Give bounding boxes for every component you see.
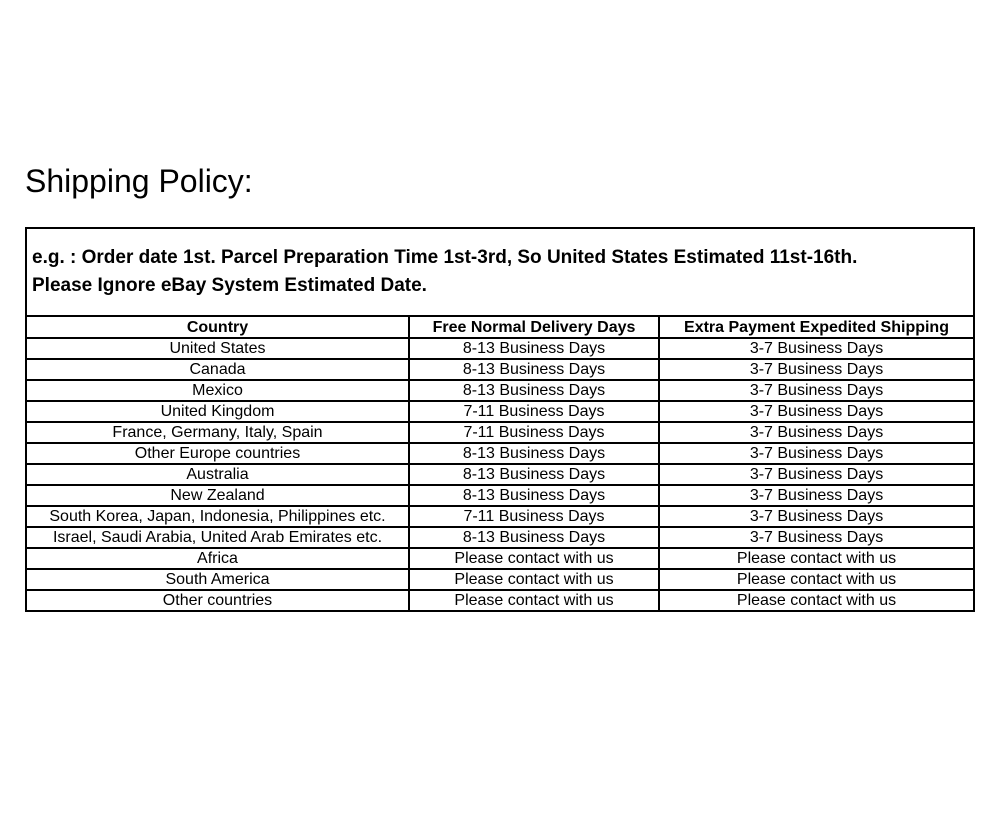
expedited-shipping-cell: 3-7 Business Days (659, 380, 974, 401)
expedited-shipping-cell: 3-7 Business Days (659, 422, 974, 443)
normal-delivery-cell: 8-13 Business Days (409, 359, 659, 380)
expedited-shipping-cell: Please contact with us (659, 548, 974, 569)
expedited-shipping-cell: 3-7 Business Days (659, 359, 974, 380)
normal-delivery-cell: 7-11 Business Days (409, 422, 659, 443)
note-row (26, 228, 974, 316)
expedited-shipping-cell: 3-7 Business Days (659, 485, 974, 506)
note-cell (26, 228, 974, 316)
normal-delivery-cell: 7-11 Business Days (409, 401, 659, 422)
page-title: Shipping Policy: (25, 163, 253, 199)
table-row (26, 527, 974, 548)
country-cell: South Korea, Japan, Indonesia, Philippines etc. (26, 506, 409, 527)
expedited-shipping-cell: Please contact with us (659, 569, 974, 590)
country-cell: Africa (26, 548, 409, 569)
header-row (26, 316, 974, 338)
column-header-normal-delivery: Free Normal Delivery Days (409, 316, 659, 338)
normal-delivery-cell: 8-13 Business Days (409, 443, 659, 464)
table-row (26, 401, 974, 422)
normal-delivery-cell: Please contact with us (409, 569, 659, 590)
table-row (26, 506, 974, 527)
expedited-shipping-cell: 3-7 Business Days (659, 401, 974, 422)
normal-delivery-cell: 8-13 Business Days (409, 527, 659, 548)
normal-delivery-cell: 8-13 Business Days (409, 485, 659, 506)
table-row (26, 485, 974, 506)
normal-delivery-cell: 8-13 Business Days (409, 338, 659, 359)
table-row (26, 359, 974, 380)
country-cell: New Zealand (26, 485, 409, 506)
country-cell: United Kingdom (26, 401, 409, 422)
table-body (26, 338, 974, 611)
shipping-table-container (25, 227, 973, 612)
normal-delivery-cell: 8-13 Business Days (409, 380, 659, 401)
normal-delivery-cell: Please contact with us (409, 548, 659, 569)
country-cell: Canada (26, 359, 409, 380)
country-cell: Other Europe countries (26, 443, 409, 464)
table-row (26, 569, 974, 590)
table-row (26, 443, 974, 464)
country-cell: Australia (26, 464, 409, 485)
expedited-shipping-cell: 3-7 Business Days (659, 338, 974, 359)
country-cell: Israel, Saudi Arabia, United Arab Emirates etc. (26, 527, 409, 548)
country-cell: South America (26, 569, 409, 590)
table-row (26, 338, 974, 359)
column-header-expedited-shipping: Extra Payment Expedited Shipping (659, 316, 974, 338)
country-cell: United States (26, 338, 409, 359)
country-cell: France, Germany, Italy, Spain (26, 422, 409, 443)
expedited-shipping-cell: 3-7 Business Days (659, 443, 974, 464)
table-row (26, 548, 974, 569)
normal-delivery-cell: Please contact with us (409, 590, 659, 611)
table-row (26, 590, 974, 611)
expedited-shipping-cell: Please contact with us (659, 590, 974, 611)
expedited-shipping-cell: 3-7 Business Days (659, 506, 974, 527)
expedited-shipping-cell: 3-7 Business Days (659, 527, 974, 548)
table-row (26, 422, 974, 443)
note-line-2: Please Ignore eBay System Estimated Date. (32, 275, 427, 296)
shipping-table (25, 227, 975, 612)
expedited-shipping-cell: 3-7 Business Days (659, 464, 974, 485)
column-header-country: Country (26, 316, 409, 338)
country-cell: Other countries (26, 590, 409, 611)
country-cell: Mexico (26, 380, 409, 401)
table-row (26, 380, 974, 401)
normal-delivery-cell: 8-13 Business Days (409, 464, 659, 485)
table-row (26, 464, 974, 485)
note-line-1: e.g. : Order date 1st. Parcel Preparation Time 1st-3rd, So United States Estimated 11st-16th. (32, 247, 858, 268)
normal-delivery-cell: 7-11 Business Days (409, 506, 659, 527)
